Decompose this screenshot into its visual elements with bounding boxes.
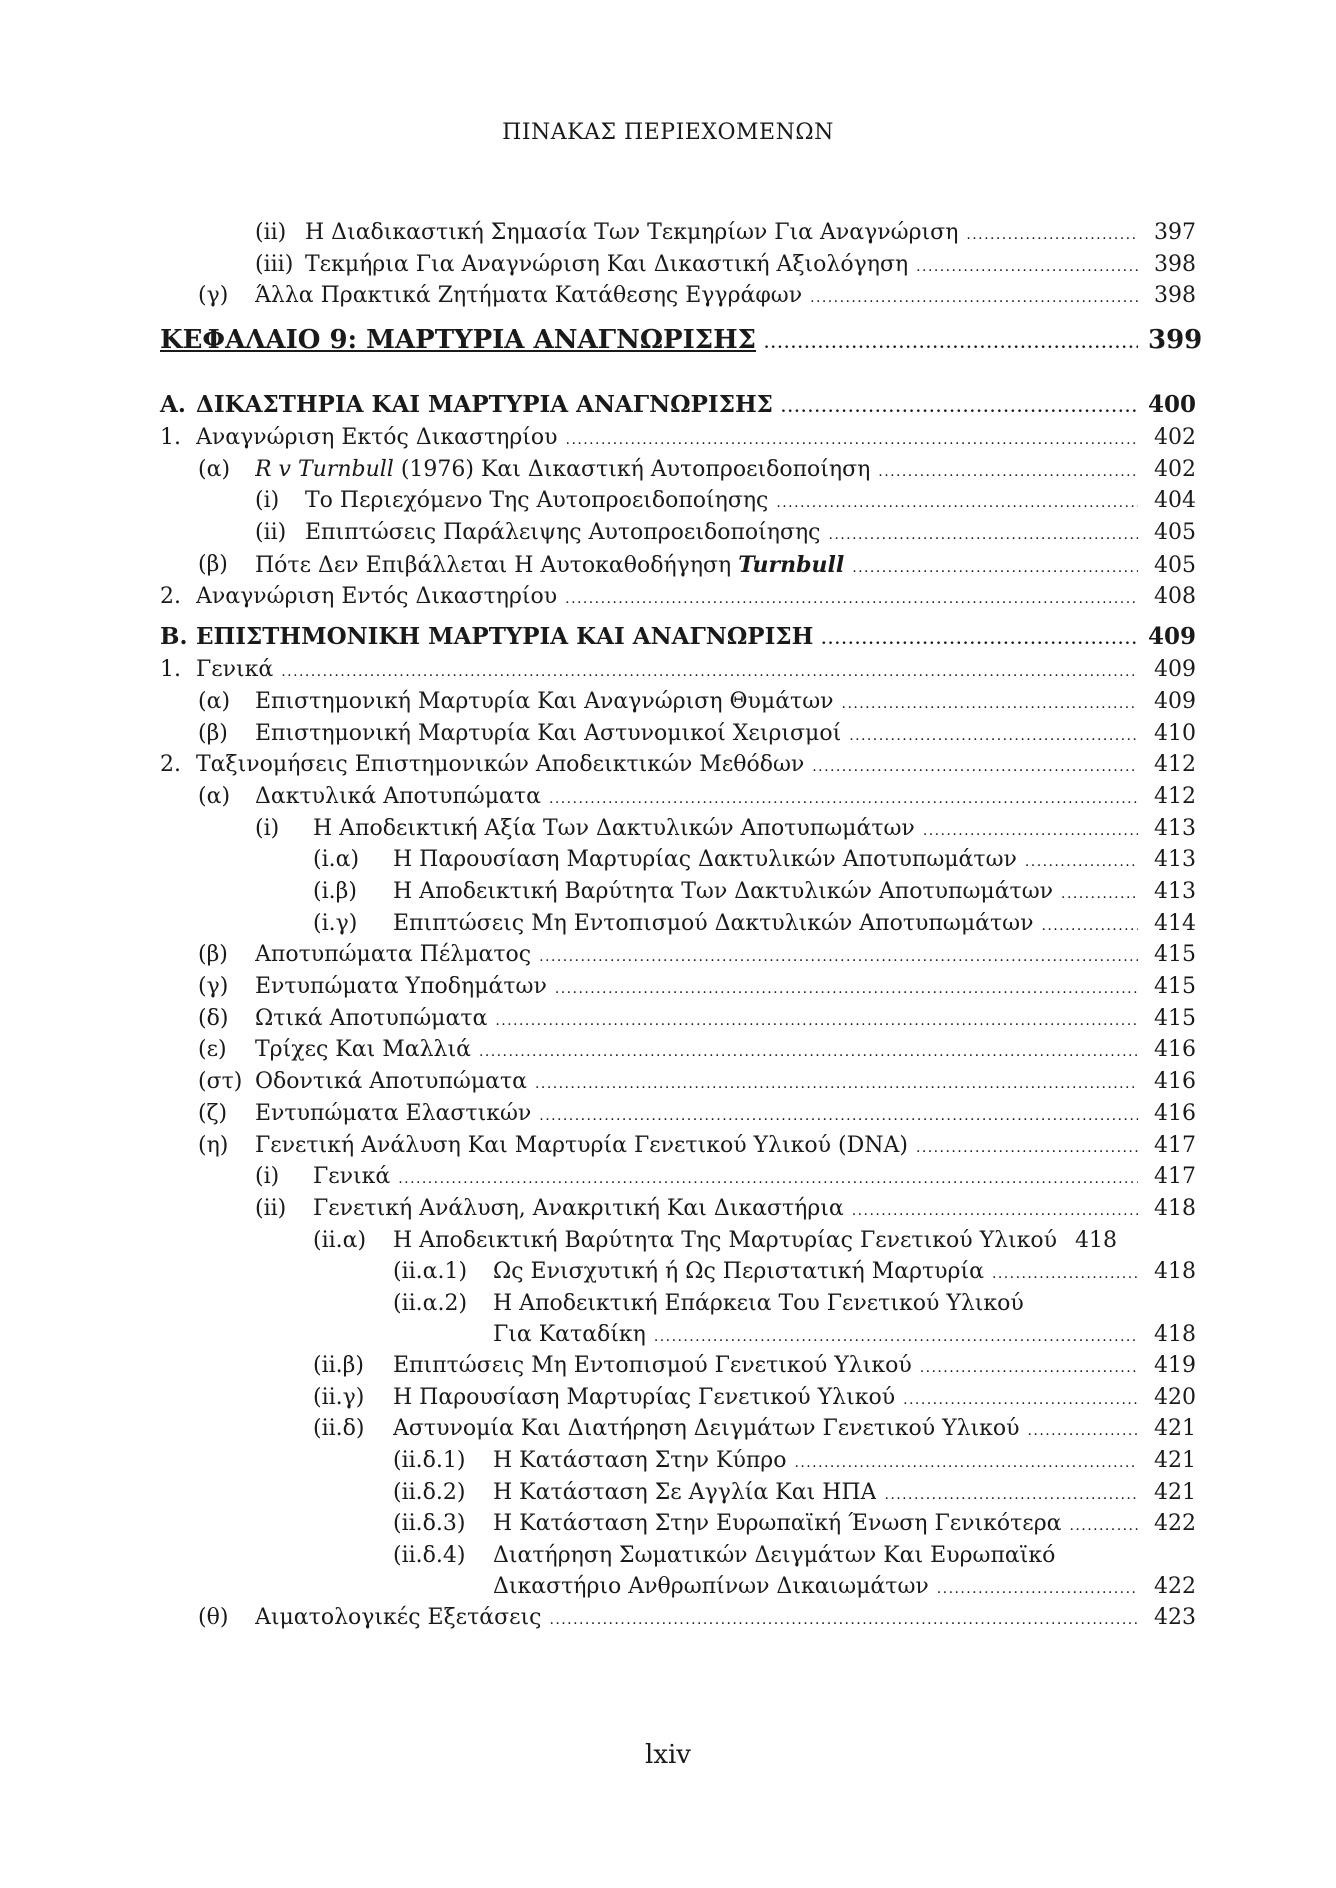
toc-entry — [160, 1037, 1196, 1069]
leader-dots — [937, 1574, 1138, 1599]
toc-entry — [160, 1448, 1196, 1480]
leader-dots — [398, 1164, 1138, 1189]
entry-label: (στ) — [198, 1069, 243, 1095]
toc-entry — [160, 879, 1196, 911]
entry-page: 417 — [1154, 1164, 1196, 1190]
entry-title: Επιστημονική Μαρτυρία Και Αστυνομικοί Χειρισμοί — [255, 720, 842, 746]
entry-title: Αστυνομία Και Διατήρηση Δειγμάτων Γενετικού Υλικού — [393, 1416, 1020, 1442]
leader-dots — [852, 553, 1138, 578]
entry-title: Άλλα Πρακτικά Ζητήματα Κατάθεσης Εγγράφων — [255, 283, 803, 309]
toc-entry — [160, 784, 1196, 816]
entry-page: 409 — [1148, 623, 1197, 651]
entry-title: Η Παρουσίαση Μαρτυρίας Γενετικού Υλικού — [393, 1384, 896, 1410]
entry-page: 415 — [1154, 974, 1196, 1000]
entry-title: Επιστημονική Μαρτυρία Και Αναγνώριση Θυμάτων — [255, 688, 834, 714]
entry-page: 400 — [1148, 391, 1197, 419]
entry-label: (i) — [255, 488, 280, 514]
leader-dots — [479, 1037, 1138, 1062]
entry-page: 398 — [1154, 283, 1196, 309]
leader-dots — [1061, 879, 1138, 904]
toc-entry — [160, 816, 1196, 848]
entry-title: Τεκμήρια Για Αναγνώριση Και Δικαστική Αξιολόγηση — [305, 251, 909, 277]
page-folio: lxiv — [645, 1740, 691, 1770]
leader-dots — [495, 1006, 1138, 1031]
entry-label: (ii.δ) — [313, 1416, 365, 1442]
toc-entry — [160, 1259, 1196, 1291]
toc-entry — [160, 911, 1196, 943]
toc-entry — [160, 520, 1196, 552]
leader-dots — [781, 391, 1138, 418]
leader-dots — [842, 689, 1138, 714]
entry-title: Ως Ενισχυτική ή Ως Περιστατική Μαρτυρία — [493, 1259, 984, 1285]
entry-page: 398 — [1154, 251, 1196, 277]
toc-list — [160, 220, 1203, 1637]
leader-dots — [1041, 911, 1138, 936]
entry-page: 418 — [1154, 1321, 1196, 1347]
entry-label: (α) — [198, 688, 231, 714]
chapter-title: ΚΕΦΑΛΑΙΟ 9: ΜΑΡΤΥΡΙΑ ΑΝΑΓΝΩΡΙΣΗΣ — [160, 325, 757, 356]
leader-dots — [565, 584, 1138, 609]
toc-entry — [160, 974, 1196, 1006]
entry-label: 2. — [160, 583, 181, 609]
entry-page: 413 — [1154, 815, 1196, 841]
section-title: ΔΙΚΑΣΤΗΡΙΑ ΚΑΙ ΜΑΡΤΥΡΙΑ ΑΝΑΓΝΩΡΙΣΗΣ — [196, 391, 773, 419]
toc-entry — [160, 847, 1196, 879]
toc-entry — [160, 1416, 1196, 1448]
leader-dots — [549, 784, 1138, 809]
entry-page: 420 — [1154, 1384, 1196, 1410]
entry-title: Η Αποδεικτική Βαρύτητα Των Δακτυλικών Αποτυπωμάτων — [393, 879, 1054, 904]
entry-label: (i.γ) — [313, 910, 358, 936]
entry-title: Επιπτώσεις Μη Εντοπισμού Γενετικού Υλικού — [393, 1352, 912, 1378]
toc-entry — [160, 457, 1196, 489]
toc-entry — [160, 721, 1196, 753]
entry-page: 402 — [1154, 456, 1196, 482]
leader-dots — [884, 1480, 1138, 1505]
leader-dots — [794, 1448, 1138, 1473]
entry-title: Η Αποδεικτική Αξία Των Δακτυλικών Αποτυπωμάτων — [313, 815, 915, 841]
toc-entry — [160, 1605, 1196, 1637]
entry-label: (γ) — [198, 283, 229, 309]
entry-page: 399 — [1148, 325, 1203, 356]
section-heading — [160, 615, 1196, 657]
entry-page: 404 — [1154, 488, 1196, 514]
toc-entry — [160, 1133, 1196, 1165]
entry-title: Εντυπώματα Υποδημάτων — [255, 974, 547, 1000]
entry-label: (ii.δ.2) — [393, 1479, 466, 1505]
entry-label: (β) — [198, 720, 228, 746]
toc-entry — [160, 220, 1196, 252]
entry-label: (γ) — [198, 974, 229, 1000]
toc-entry — [160, 283, 1196, 315]
entry-title: Η Κατάσταση Στην Ευρωπαϊκή Ένωση Γενικότερα — [493, 1511, 1062, 1537]
entry-label: (ζ) — [198, 1100, 228, 1126]
entry-page: 418 — [1075, 1227, 1118, 1253]
entry-title: Επιπτώσεις Μη Εντοπισμού Δακτυλικών Αποτυπωμάτων — [393, 910, 1034, 936]
toc-entry — [160, 1480, 1196, 1512]
leader-dots — [539, 1101, 1138, 1126]
entry-title: Αναγνώριση Εκτός Δικαστηρίου — [196, 425, 558, 451]
leader-dots — [821, 623, 1138, 650]
leader-dots — [1028, 1416, 1138, 1441]
entry-label: (ii) — [255, 1195, 287, 1221]
entry-title: Γενετική Ανάλυση Και Μαρτυρία Γενετικού Υλικού (DNA) — [255, 1132, 908, 1158]
entry-title: Εντυπώματα Ελαστικών — [255, 1100, 532, 1126]
entry-title: Η Κατάσταση Στην Κύπρο — [493, 1448, 787, 1473]
entry-label: 1. — [160, 657, 181, 683]
entry-title: Ωτικά Αποτυπώματα — [255, 1005, 488, 1031]
entry-page: 412 — [1154, 752, 1196, 778]
entry-label: (ε) — [198, 1037, 227, 1063]
section-title: ΕΠΙΣΤΗΜΟΝΙΚΗ ΜΑΡΤΥΡΙΑ ΚΑΙ ΑΝΑΓΝΩΡΙΣΗ — [196, 623, 814, 651]
entry-title: Πότε Δεν Επιβάλλεται Η Αυτοκαθοδήγηση — [255, 552, 739, 578]
entry-label: (i.β) — [313, 879, 357, 904]
entry-page: 421 — [1154, 1416, 1196, 1442]
entry-label: (ii) — [255, 220, 287, 245]
entry-page: 421 — [1154, 1448, 1196, 1473]
case-name: Turnbull — [738, 551, 845, 578]
entry-label: (iii) — [255, 251, 294, 277]
toc-entry — [160, 657, 1196, 689]
chapter-heading — [160, 315, 1203, 383]
toc-entry — [160, 252, 1196, 284]
toc-entry — [160, 1196, 1196, 1228]
toc-entry — [160, 1069, 1196, 1101]
entry-title: Επιπτώσεις Παράλειψης Αυτοπροειδοποίησης — [305, 520, 821, 546]
section-heading — [160, 383, 1196, 425]
leader-dots — [539, 942, 1138, 967]
entry-title-cont: Δικαστήριο Ανθρωπίνων Δικαιωμάτων — [493, 1574, 929, 1600]
entry-page: 409 — [1154, 688, 1196, 714]
leader-dots — [923, 816, 1138, 841]
leader-dots — [654, 1322, 1138, 1347]
leader-dots — [1070, 1511, 1139, 1536]
toc-entry — [160, 1353, 1196, 1385]
entry-title: Γενικά — [196, 657, 274, 683]
entry-title: Διατήρηση Σωματικών Δειγμάτων Και Ευρωπαϊκό — [493, 1543, 1056, 1569]
leader-dots — [878, 457, 1138, 482]
case-name: R v Turnbull — [255, 456, 394, 482]
entry-page: 418 — [1154, 1259, 1196, 1285]
entry-label: (ii.γ) — [313, 1384, 365, 1410]
toc-entry — [160, 584, 1196, 616]
entry-page: 412 — [1154, 783, 1196, 809]
leader-dots — [852, 1196, 1138, 1221]
leader-dots — [903, 1385, 1138, 1410]
toc-entry — [160, 1291, 1196, 1353]
entry-label: (i) — [255, 1164, 280, 1190]
entry-title: Ταξινομήσεις Επιστημονικών Αποδεικτικών Μεθόδων — [196, 752, 805, 778]
leader-dots — [828, 520, 1138, 545]
leader-dots — [281, 657, 1138, 682]
leader-dots — [549, 1605, 1138, 1630]
leader-dots — [849, 721, 1138, 746]
entry-title: (1976) Και Δικαστική Αυτοπροειδοποίηση — [393, 456, 871, 482]
running-head: ΠΙΝΑΚΑΣ ΠΕΡΙΕΧΟΜΕΝΩΝ — [502, 120, 834, 145]
entry-page: 422 — [1154, 1574, 1196, 1600]
entry-label: Β. — [160, 623, 188, 651]
entry-title: Το Περιεχόμενο Της Αυτοπροειδοποίησης — [305, 488, 769, 514]
entry-label: (θ) — [198, 1605, 229, 1631]
leader-dots — [916, 252, 1138, 277]
toc-entry — [160, 425, 1196, 457]
entry-page: 409 — [1154, 657, 1196, 683]
entry-title: Αιματολογικές Εξετάσεις — [255, 1605, 542, 1631]
toc-entry — [160, 1006, 1196, 1038]
entry-label: (ii.α.1) — [393, 1259, 468, 1285]
toc-entry — [160, 488, 1196, 520]
entry-title: Τρίχες Και Μαλλιά — [255, 1037, 471, 1063]
entry-label: (i.α) — [313, 847, 360, 873]
entry-page: 397 — [1154, 220, 1196, 245]
entry-label: (β) — [198, 551, 228, 577]
entry-page: 413 — [1154, 879, 1196, 904]
leader-dots — [555, 974, 1138, 999]
entry-title: Η Διαδικαστική Σημασία Των Τεκμηρίων Για Αναγνώριση — [305, 220, 959, 245]
entry-page: 415 — [1154, 1005, 1196, 1031]
entry-label: (ii.β) — [313, 1352, 364, 1378]
toc-entry — [160, 752, 1196, 784]
leader-dots — [812, 752, 1138, 777]
entry-label: (α) — [198, 783, 231, 809]
toc-entry — [160, 1385, 1196, 1417]
entry-label: (ii.δ.1) — [393, 1448, 466, 1473]
leader-dots — [966, 220, 1138, 245]
entry-title: Δακτυλικά Αποτυπώματα — [255, 783, 541, 809]
entry-page: 405 — [1154, 552, 1196, 578]
entry-title-cont: Για Καταδίκη — [493, 1321, 646, 1347]
entry-label: (ii.δ.3) — [393, 1511, 466, 1537]
entry-page: 418 — [1154, 1195, 1196, 1221]
entry-page: 402 — [1154, 425, 1196, 451]
toc-entry — [160, 689, 1196, 721]
leader-dots — [776, 488, 1138, 513]
leader-dots — [1025, 847, 1138, 872]
entry-label: (ii) — [255, 520, 287, 546]
entry-title: Η Αποδεικτική Επάρκεια Του Γενετικού Υλικού — [493, 1290, 1024, 1316]
toc-entry — [160, 1101, 1196, 1133]
entry-label: Α. — [160, 391, 186, 419]
entry-page: 423 — [1154, 1605, 1196, 1631]
toc-entry — [160, 1228, 1196, 1260]
entry-label: 1. — [160, 425, 181, 451]
entry-title: Η Παρουσίαση Μαρτυρίας Δακτυλικών Αποτυπωμάτων — [393, 847, 1017, 873]
leader-dots — [992, 1259, 1138, 1284]
toc-entry — [160, 942, 1196, 974]
entry-label: (ii.α) — [313, 1227, 367, 1253]
leader-dots — [916, 1133, 1138, 1158]
entry-page: 416 — [1154, 1069, 1196, 1095]
entry-page: 405 — [1154, 520, 1196, 546]
leader-dots — [764, 325, 1138, 355]
leader-dots — [566, 425, 1138, 450]
entry-label: (β) — [198, 942, 228, 968]
entry-title: Αναγνώριση Εντός Δικαστηρίου — [196, 583, 558, 609]
entry-page: 417 — [1154, 1132, 1196, 1158]
entry-page: 408 — [1154, 583, 1196, 609]
entry-label: (α) — [198, 456, 231, 482]
toc-entry — [160, 1543, 1196, 1605]
leader-dots — [810, 283, 1138, 308]
leader-dots — [920, 1353, 1138, 1378]
entry-label: (δ) — [198, 1005, 229, 1031]
entry-title: Οδοντικά Αποτυπώματα — [255, 1069, 528, 1095]
entry-label: (ii.δ.4) — [393, 1543, 466, 1569]
toc-entry — [160, 1511, 1196, 1543]
toc-entry — [160, 552, 1196, 584]
entry-page: 416 — [1154, 1037, 1196, 1063]
entry-page: 416 — [1154, 1100, 1196, 1126]
entry-page: 414 — [1154, 910, 1196, 936]
entry-title: Η Αποδεικτική Βαρύτητα Της Μαρτυρίας Γενετικού Υλικού — [393, 1227, 1058, 1253]
entry-title: Γενικά — [313, 1164, 391, 1190]
entry-label: (η) — [198, 1132, 229, 1158]
toc-entry — [160, 1164, 1196, 1196]
entry-title: Η Κατάσταση Σε Αγγλία Και ΗΠΑ — [493, 1479, 877, 1505]
leader-dots — [535, 1069, 1138, 1094]
entry-page: 419 — [1154, 1352, 1196, 1378]
entry-label: (ii.α.2) — [393, 1290, 468, 1316]
entry-page: 415 — [1154, 942, 1196, 968]
entry-page: 413 — [1154, 847, 1196, 873]
entry-label: (i) — [255, 815, 280, 841]
entry-page: 421 — [1154, 1479, 1196, 1505]
entry-page: 410 — [1154, 720, 1196, 746]
entry-title: Αποτυπώματα Πέλματος — [255, 942, 532, 968]
entry-label: 2. — [160, 752, 181, 778]
entry-title: Γενετική Ανάλυση, Ανακριτική Και Δικαστήρια — [313, 1195, 844, 1221]
entry-page: 422 — [1154, 1511, 1196, 1537]
